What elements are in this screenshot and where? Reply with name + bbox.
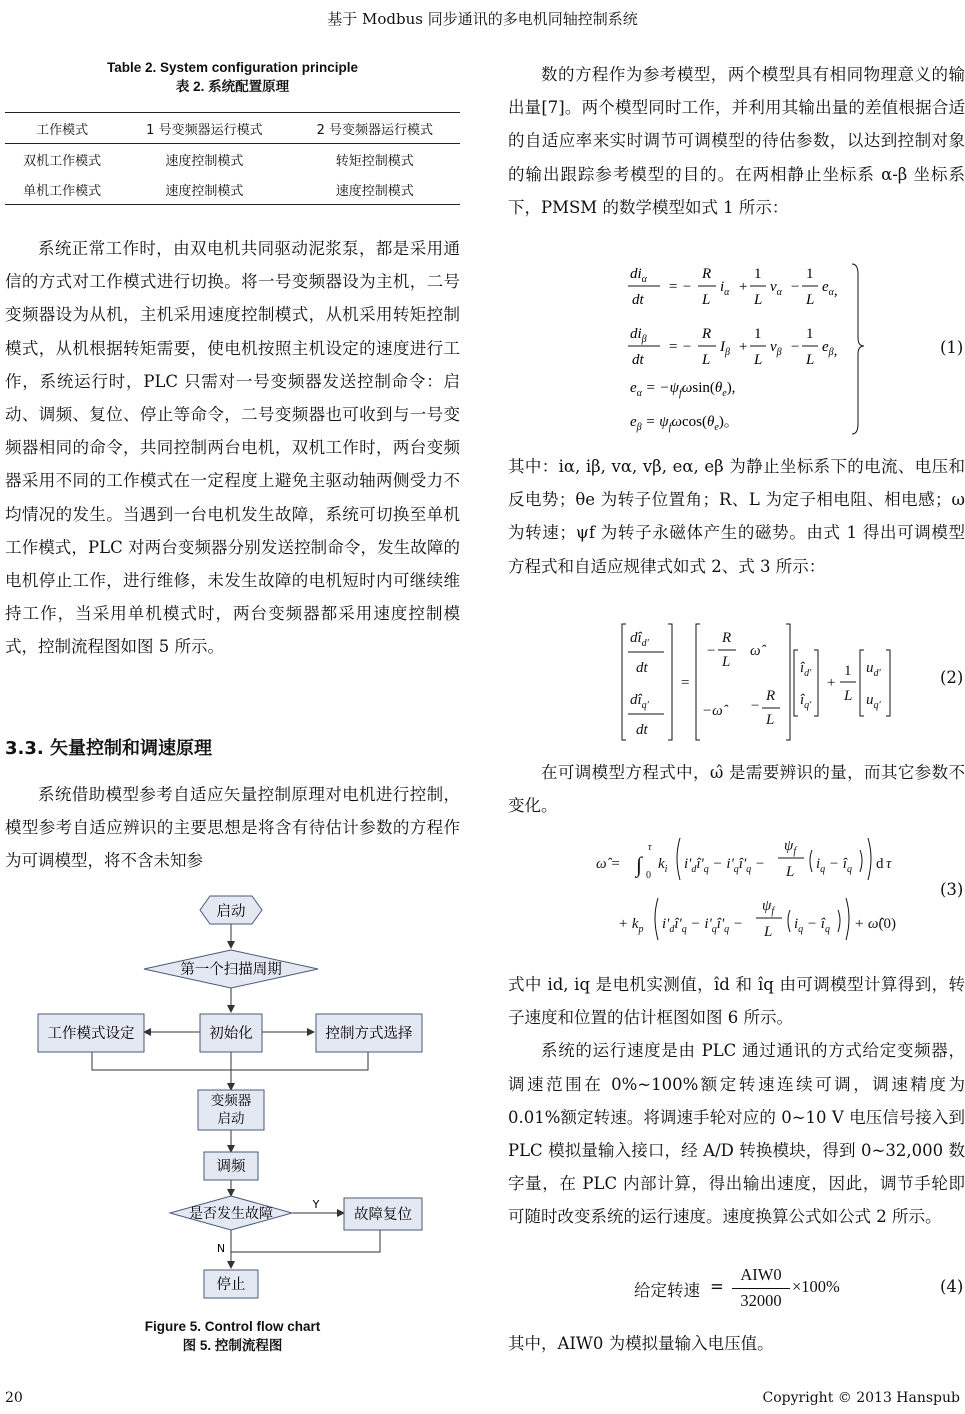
svg-text:L: L [702, 352, 711, 368]
svg-text:iq − îq: $i_q$ − $î_q$ [816, 856, 852, 875]
page-number: 20 [5, 1390, 23, 1406]
equation-2-number: (2) [940, 668, 964, 687]
stop-label: 停止 [216, 1277, 246, 1293]
freq-node [204, 1152, 258, 1180]
svg-text:∫: ∫ [636, 852, 643, 877]
paragraph: 系统借助模型参考自适应矢量控制原理对电机进行控制，模型参考自适应辨识的主要思想是将含有待估计参数的方程作为可调模型，将不含未知参 [5, 785, 460, 871]
svg-text:dt: dt [632, 292, 644, 308]
svg-text:−: − [750, 698, 761, 714]
svg-text:L: L [766, 712, 775, 728]
svg-text:L: L [844, 688, 853, 704]
svg-text:dt: dt [636, 722, 648, 738]
table-cell: 速度控制模式 [290, 174, 460, 205]
equation-2 [618, 620, 908, 745]
svg-text:+: + [738, 339, 749, 355]
mode-set-node [38, 1014, 144, 1052]
left-body-text-2 [5, 778, 460, 878]
table-cell: 双机工作模式 [23, 153, 102, 169]
svg-text:vβ: $v_\beta$ [770, 339, 782, 358]
stop-node [204, 1270, 258, 1298]
svg-text:ω̂ =: ω̂ = [596, 856, 621, 872]
svg-text:iq − îq: $i_q$ − $î_q$ [794, 916, 830, 935]
svg-text:R: R [702, 266, 712, 282]
svg-text:vα: $v_\alpha$ [770, 279, 782, 298]
paragraph: 系统的运行速度是由 PLC 通过通讯的方式给定变频器，调速范围在 0%~100%额定转速连续可调，调速精度为 0.01%额定转速。将调速手轮对应的 0~10 V 电压信号接入到 PLC 模拟量输入接口，经 A/D 转换模块，得到 0~32,000 数字量，在 PLC 内部计算，得出输出速度，因此，调节手轮即可随时改变系统的运行速度。速度换算公式如公式 2 所示。 [508, 1041, 965, 1227]
svg-text:+: + [826, 675, 837, 691]
svg-text:τ: τ [886, 856, 892, 872]
right-body-text-4 [508, 968, 965, 1234]
svg-text:L: L [722, 654, 731, 670]
svg-text:dîq': $dî_{q'}$ [630, 692, 649, 711]
svg-text:−: − [790, 339, 801, 355]
table-caption-en: Table 2. System configuration principle [106, 60, 359, 75]
equation-3-number: (3) [940, 880, 964, 899]
section-heading: 3.3. 矢量控制和调速原理 [5, 738, 212, 759]
yes-label: Y [312, 1198, 320, 1211]
vfd-start-label-1: 变频器 [210, 1093, 252, 1109]
paragraph: 其中：iα, iβ, vα, vβ, eα, eβ 为静止坐标系下的电流、电压和反电势；θe 为转子位置角；R、L 为定子相电阻、相电感；ω 为转速；ψf 为转子永磁体产生的磁势。由式 1 得出可调模型方程式和自适应规律式如式 2、式 3 所示： [508, 457, 965, 576]
right-body-text-5 [508, 1327, 965, 1360]
table-row [5, 174, 460, 205]
svg-text:−: − [790, 279, 801, 295]
svg-text:dt: dt [636, 660, 648, 676]
svg-text:−ω̂: −ω̂ [702, 703, 723, 719]
fault-reset-label: 故障复位 [354, 1207, 412, 1223]
svg-text:1: 1 [844, 663, 852, 679]
table-header-cell: 2 号变频器运行模式 [290, 113, 460, 144]
svg-text:îd': $î_{d'}$ [800, 660, 812, 679]
ctrl-select-node [316, 1014, 422, 1052]
paragraph: 数的方程作为参考模型，两个模型具有相同物理意义的输出量[7]。两个模型同时工作，并利用其输出量的差值根据合适的自适应率来实时调节可调模型的待估参数，以达到控制对象的输出跟踪参考模型的目的。在两相静止坐标系 α-β 坐标系下，PMSM 的数学模型如式 1 所示： [508, 65, 965, 217]
svg-text:ψf: $\psi_f$ [762, 898, 775, 917]
svg-text:=: = [680, 675, 691, 691]
figure-caption-en: Figure 5. Control flow chart [144, 1319, 321, 1334]
no-label: N [216, 1242, 226, 1255]
init-node [200, 1014, 262, 1052]
table-caption-zh: 表 2. 系统配置原理 [175, 79, 290, 94]
equation-4: 给定转速 = AIW0 32000 ×100% [634, 1265, 840, 1310]
svg-text:L: L [764, 924, 773, 940]
table-cell: 单机工作模式 [5, 174, 119, 205]
svg-text:+ ω̂(0): + ω̂(0) [854, 916, 896, 932]
svg-text:R: R [766, 688, 776, 704]
eq4-numerator: AIW0 [740, 1265, 782, 1284]
svg-text:0: 0 [646, 870, 651, 881]
eq4-denominator: 32000 [740, 1291, 782, 1310]
eq4-lhs: 给定转速 [634, 1281, 700, 1300]
svg-text:uq': $u_{q'}$ [866, 692, 881, 711]
table-header-cell: 1 号变频器运行模式 [119, 113, 289, 144]
svg-text:1: 1 [754, 266, 762, 282]
svg-text:L: L [806, 292, 815, 308]
paragraph: 其中，AIW0 为模拟量输入电压值。 [508, 1334, 774, 1353]
table-header-cell: 工作模式 [5, 113, 119, 144]
svg-text:1: 1 [806, 266, 814, 282]
svg-text:= −: = − [668, 339, 692, 355]
svg-text:R: R [722, 630, 732, 646]
svg-text:i'dî'q − i'qî'q −: $i'_dî'_q$ − $i'_qî'_q$ − [684, 856, 766, 875]
equation-3 [590, 828, 920, 952]
svg-text:L: L [786, 864, 795, 880]
svg-text:τ: τ [648, 842, 652, 853]
svg-text:Iβ: $I_\beta$ [720, 339, 730, 358]
svg-text:ψf: $\psi_f$ [784, 838, 797, 857]
svg-text:eβ = ψfωcos(θe)。: $e_\beta = \psi_f\omega\cos(\theta_e)$。 [630, 414, 739, 433]
table-header-row [5, 113, 460, 144]
fault-reset-node [344, 1198, 422, 1230]
svg-text:L: L [754, 292, 763, 308]
svg-text:d: d [876, 856, 884, 872]
svg-text:îq': $î_{q'}$ [800, 692, 812, 711]
svg-text:eβ,: $e_\beta$, [822, 339, 838, 359]
svg-text:1: 1 [806, 326, 814, 342]
table-caption [5, 58, 460, 96]
table-row [5, 144, 460, 175]
freq-label: 调频 [216, 1159, 246, 1175]
table-cell: 速度控制模式 [165, 153, 244, 169]
svg-text:diβ: $di_\beta$ [630, 326, 647, 345]
fault-decision [170, 1196, 292, 1230]
svg-text:dîd': $dî_{d'}$ [630, 630, 649, 649]
svg-text:ud': $u_{d'}$ [866, 660, 881, 679]
paragraph: 系统正常工作时，由双电机共同驱动泥浆泵，都是采用通信的方式对工作模式进行切换。将一号变频器设为主机，二号变频器设为从机，主机采用速度控制模式，从机采用转矩控制模式，从机根据转矩需要，使电机按照主机设定的速度进行工作，系统运行时，PLC 只需对一号变频器发送控制命令：启动、调频、复位、停止等命令，二号变频器也可收到与一号变频器相同的命令，共同控制两台电机，双机工作时，两台变频器采用不同的工作模式在一定程度上避免主驱动轴两侧受力不均情况的发生。当遇到一台电机发生故障，系统可切换至单机工作模式，PLC 对两台变频器分别发送控制命令，发生故障的电机停止工作，进行维修，未发生故障的电机短时内可继续维持工作，当采用单机模式时，两台变频器都采用速度控制模式，控制流程图如图 5 所示。 [5, 239, 460, 657]
paragraph: 在可调模型方程式中，ω̂ 是需要辨识的量，而其它参数不变化。 [508, 763, 965, 816]
svg-text:1: 1 [754, 326, 762, 342]
running-title: 基于 Modbus 同步通讯的多电机同轴控制系统 [327, 10, 638, 28]
equation-4-number: (4) [940, 1277, 964, 1296]
scan-cycle-label: 第一个扫描周期 [180, 962, 282, 978]
start-label: 启动 [216, 904, 246, 920]
paragraph: 式中 id, iq 是电机实测值，îd 和 îq 由可调模型计算得到，转子速度和位置的估计框图如图 6 所示。 [508, 975, 965, 1028]
svg-text:eα = −ψfωsin(θe),: $e_\alpha = -\psi_f\omega\sin(\theta_e)$, [630, 380, 736, 399]
table-cell: 转矩控制模式 [335, 153, 414, 169]
vfd-start-label-2: 启动 [217, 1111, 245, 1127]
init-label: 初始化 [209, 1026, 253, 1042]
start-node [200, 896, 262, 924]
svg-text:iα: $i_\alpha$ [720, 279, 730, 298]
left-body-text [5, 232, 460, 664]
eq4-multiplier: ×100% [792, 1277, 840, 1296]
svg-text:ki: $k_i$ [658, 856, 668, 875]
control-flow-chart [30, 890, 440, 1310]
equation-1 [620, 258, 870, 438]
svg-text:i'dî'q − i'qî'q −: $i'_dî'_q$ − $i'_qî'_q$ − [662, 916, 744, 935]
config-table [5, 112, 460, 205]
right-body-text-1 [508, 58, 965, 224]
svg-text:= −: = − [668, 279, 692, 295]
figure-caption [5, 1317, 460, 1355]
figure-caption-zh: 图 5. 控制流程图 [182, 1338, 283, 1353]
svg-text:ω̂: ω̂ [750, 643, 761, 659]
mode-set-label: 工作模式设定 [47, 1026, 135, 1042]
right-body-text-3 [508, 756, 965, 822]
svg-text:−: − [706, 643, 717, 659]
svg-text:L: L [806, 352, 815, 368]
vfd-start-node [198, 1090, 264, 1130]
svg-text:L: L [754, 352, 763, 368]
svg-text:L: L [702, 292, 711, 308]
svg-text:+: + [738, 279, 749, 295]
svg-text:eα,: $e_\alpha$, [822, 279, 838, 299]
fault-decision-label: 是否发生故障 [189, 1206, 273, 1222]
svg-text:+ kp: + $k_p$ [618, 916, 644, 935]
right-body-text-2 [508, 450, 965, 583]
table-cell: 速度控制模式 [119, 174, 289, 205]
equation-1-number: (1) [940, 338, 964, 357]
svg-text:R: R [702, 326, 712, 342]
ctrl-select-label: 控制方式选择 [325, 1026, 413, 1042]
copyright: Copyright © 2013 Hanspub [762, 1390, 960, 1406]
scan-cycle-decision [144, 950, 318, 988]
svg-text:diα: $di_\alpha$ [630, 266, 647, 285]
svg-text:dt: dt [632, 352, 644, 368]
